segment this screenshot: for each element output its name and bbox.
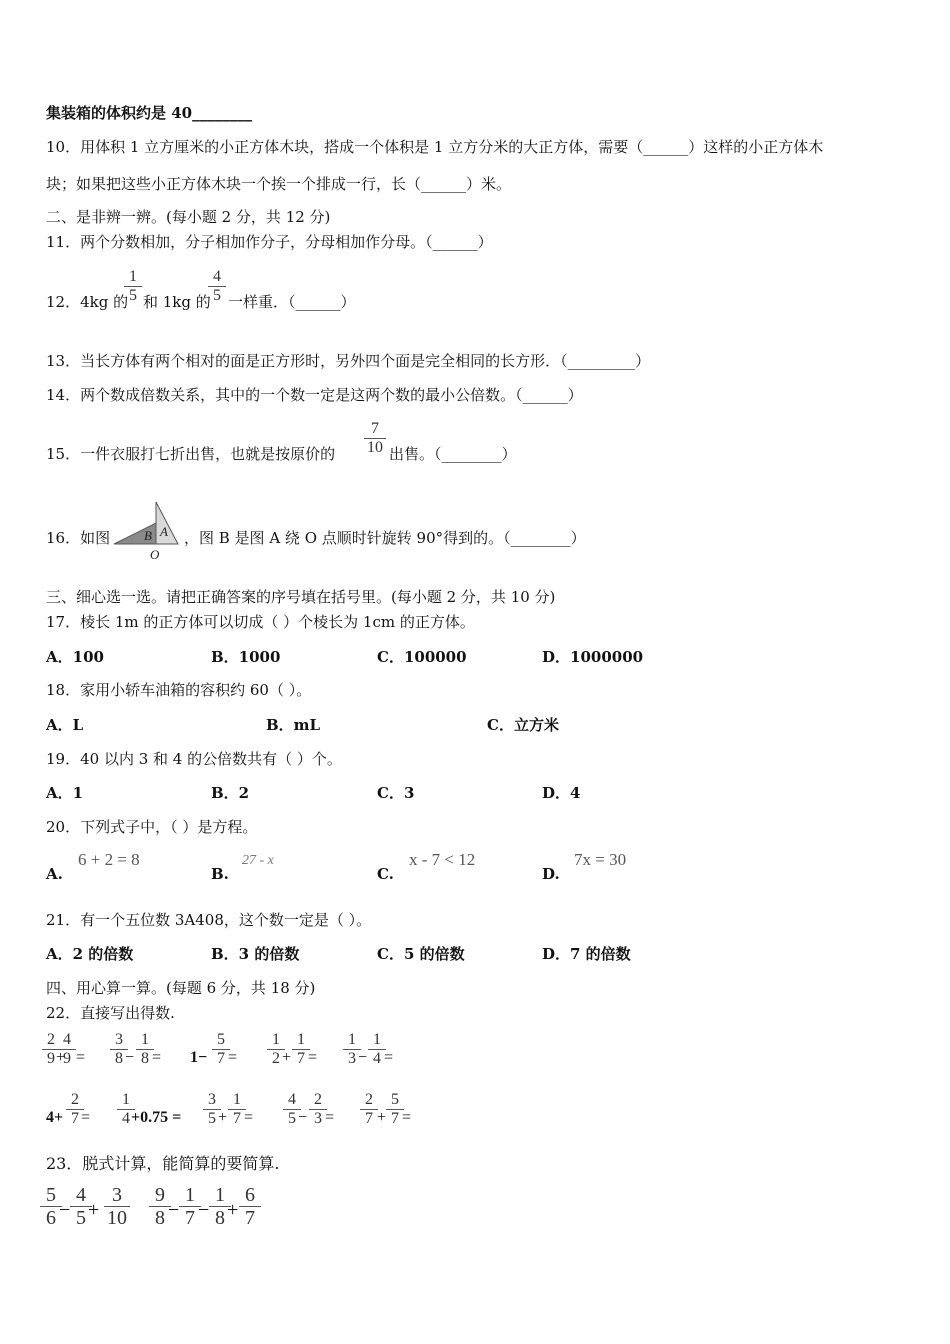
q19-option-d: D．4 <box>542 784 581 802</box>
numerator: 4 <box>63 1031 71 1048</box>
q12-part-c: 一样重．（______） <box>228 293 356 311</box>
fraction <box>104 1184 130 1229</box>
q20-label-c: C. <box>377 865 394 883</box>
denominator: 5 <box>283 1109 301 1128</box>
operator: + <box>227 1199 239 1221</box>
denominator: 7 <box>386 1109 404 1128</box>
q12-fraction-1 <box>124 268 142 305</box>
q19-option-c: C．3 <box>377 784 415 802</box>
operator: − <box>198 1199 210 1221</box>
equals: = <box>384 1049 394 1066</box>
denominator: 8 <box>136 1049 154 1068</box>
q21-stem: 21．有一个五位数 3A408，这个数一定是（ ）。 <box>46 911 372 929</box>
q15-fraction <box>364 420 386 457</box>
operator: − <box>298 1109 308 1126</box>
numerator: 5 <box>391 1091 399 1108</box>
denominator: 9 <box>42 1049 60 1068</box>
denominator: 7 <box>66 1109 84 1128</box>
numerator: 6 <box>245 1184 255 1206</box>
fraction <box>58 1031 76 1068</box>
q19-stem: 19．40 以内 3 和 4 的公倍数共有（ ）个。 <box>46 750 342 768</box>
q20-formula-c: x - 7 < 12 <box>409 850 476 869</box>
denominator: 8 <box>110 1049 128 1068</box>
denominator: 7 <box>360 1109 378 1128</box>
numerator: 1 <box>272 1031 280 1048</box>
numerator: 1 <box>297 1031 305 1048</box>
q17-option-c: C．100000 <box>377 648 467 666</box>
prefix: 4+ <box>46 1109 64 1126</box>
fraction <box>360 1091 378 1128</box>
label-o: O <box>150 547 160 561</box>
q10-line1: 10．用体积 1 立方厘米的小正方体木块，搭成一个体积是 1 立方分米的大正方体，需要（______）这样的小正方体木 <box>46 138 824 156</box>
numerator: 1 <box>122 1091 130 1108</box>
numerator: 1 <box>185 1184 195 1206</box>
equals: = <box>244 1109 254 1126</box>
q16-part-b: ，图 B 是图 A 绕 O 点顺时针旋转 90°得到的。（________） <box>184 529 586 547</box>
numerator: 1 <box>373 1031 381 1048</box>
denominator: 4 <box>117 1109 135 1128</box>
numerator: 4 <box>288 1091 296 1108</box>
numerator: 3 <box>112 1184 122 1206</box>
denominator: 6 <box>40 1206 62 1229</box>
q22-stem: 22．直接写出得数. <box>46 1004 175 1022</box>
label-a: A <box>160 524 168 539</box>
q21-option-b: B．3 的倍数 <box>211 945 300 963</box>
q18-stem: 18．家用小轿车油箱的容积约 60（ ）。 <box>46 681 312 699</box>
q21-option-c: C．5 的倍数 <box>377 945 465 963</box>
operator: − <box>59 1199 71 1221</box>
q20-label-a: A. <box>46 865 63 883</box>
operator: + <box>56 1049 66 1066</box>
denominator: 7 <box>179 1206 201 1229</box>
numerator: 4 <box>76 1184 86 1206</box>
q17-stem: 17．棱长 1m 的正方体可以切成（ ）个棱长为 1cm 的正方体。 <box>46 613 475 631</box>
numerator: 1 <box>141 1031 149 1048</box>
denominator: 7 <box>228 1109 246 1128</box>
denominator: 8 <box>209 1206 231 1229</box>
equals: = <box>81 1109 91 1126</box>
numerator: 9 <box>155 1184 165 1206</box>
denominator: 5 <box>124 286 142 305</box>
numerator: 4 <box>213 268 221 285</box>
numerator: 2 <box>47 1031 55 1048</box>
q9-tail: 集装箱的体积约是 40________ <box>46 104 253 122</box>
denominator: 10 <box>364 438 386 457</box>
q17-option-a: A．100 <box>46 648 104 666</box>
q18-option-b: B．mL <box>266 716 321 734</box>
q15-part-a: 15．一件衣服打七折出售，也就是按原价的 <box>46 445 336 463</box>
operator: + <box>88 1199 100 1221</box>
equals: = <box>308 1049 318 1066</box>
denominator: 7 <box>292 1049 310 1068</box>
q20-formula-b: 27 - x <box>242 853 274 868</box>
numerator: 1 <box>348 1031 356 1048</box>
denominator: 10 <box>104 1206 130 1229</box>
q17-option-d: D．1000000 <box>542 648 644 666</box>
q20-label-d: D. <box>542 865 560 883</box>
numerator: 1 <box>215 1184 225 1206</box>
numerator: 3 <box>115 1031 123 1048</box>
fraction <box>239 1184 261 1229</box>
denominator: 2 <box>267 1049 285 1068</box>
equals: = <box>228 1049 238 1066</box>
numerator: 5 <box>46 1184 56 1206</box>
equals: = <box>325 1109 335 1126</box>
q20-stem: 20．下列式子中，（ ）是方程。 <box>46 818 258 836</box>
denominator: 7 <box>239 1206 261 1229</box>
numerator: 5 <box>217 1031 225 1048</box>
numerator: 1 <box>233 1091 241 1108</box>
suffix: +0.75 = <box>131 1109 182 1126</box>
q19-option-b: B．2 <box>211 784 250 802</box>
section4-title: 四、用心算一算。(每题 6 分，共 18 分) <box>46 979 316 997</box>
q11: 11．两个分数相加，分子相加作分子，分母相加作分母。（______） <box>46 233 493 251</box>
numerator: 7 <box>371 420 379 437</box>
rotation-figure <box>112 499 184 561</box>
denominator: 7 <box>212 1049 230 1068</box>
numerator: 2 <box>71 1091 79 1108</box>
section3-title: 三、细心选一选。请把正确答案的序号填在括号里。(每小题 2 分，共 10 分) <box>46 588 556 606</box>
q20-formula-d: 7x = 30 <box>574 850 627 869</box>
q12-part-a: 12．4kg 的 <box>46 293 129 311</box>
operator: − <box>358 1049 368 1066</box>
q13: 13．当长方体有两个相对的面是正方形时，另外四个面是完全相同的长方形．（_________） <box>46 352 651 370</box>
q16-part-a: 16．如图 <box>46 529 111 547</box>
denominator: 5 <box>203 1109 221 1128</box>
section2-title: 二、是非辨一辨。(每小题 2 分，共 12 分) <box>46 208 331 226</box>
q23-stem: 23．脱式计算，能简算的要简算. <box>46 1154 280 1173</box>
q10-line2: 块；如果把这些小正方体木块一个挨一个排成一行，长（______）米。 <box>46 175 512 193</box>
operator: + <box>282 1049 292 1066</box>
equals: = <box>402 1109 412 1126</box>
numerator: 2 <box>314 1091 322 1108</box>
q17-option-b: B．1000 <box>211 648 281 666</box>
q20-formula-a: 6 + 2 = 8 <box>78 850 140 869</box>
equals: = <box>76 1049 86 1066</box>
q14: 14．两个数成倍数关系，其中的一个数一定是这两个数的最小公倍数。（______） <box>46 386 583 404</box>
numerator: 3 <box>208 1091 216 1108</box>
q21-option-a: A．2 的倍数 <box>46 945 134 963</box>
denominator: 3 <box>343 1049 361 1068</box>
operator: + <box>218 1109 228 1126</box>
denominator: 3 <box>309 1109 327 1128</box>
numerator: 2 <box>365 1091 373 1108</box>
numerator: 1 <box>129 268 137 285</box>
operator: − <box>168 1199 180 1221</box>
denominator: 9 <box>58 1049 76 1068</box>
prefix: 1− <box>190 1049 208 1066</box>
q12-fraction-2 <box>208 268 226 305</box>
denominator: 8 <box>149 1206 171 1229</box>
denominator: 5 <box>208 286 226 305</box>
q18-option-a: A．L <box>46 716 84 734</box>
q19-option-a: A．1 <box>46 784 84 802</box>
q15-part-b: 出售。（________） <box>389 445 517 463</box>
denominator: 4 <box>368 1049 386 1068</box>
q18-option-c: C．立方米 <box>487 716 559 734</box>
operator: + <box>377 1109 387 1126</box>
operator: − <box>125 1049 135 1066</box>
denominator: 5 <box>70 1206 92 1229</box>
q21-option-d: D．7 的倍数 <box>542 945 631 963</box>
q20-label-b: B. <box>211 865 229 883</box>
q12-part-b: 和 1kg 的 <box>143 293 211 311</box>
equals: = <box>152 1049 162 1066</box>
label-b: B <box>144 528 152 543</box>
